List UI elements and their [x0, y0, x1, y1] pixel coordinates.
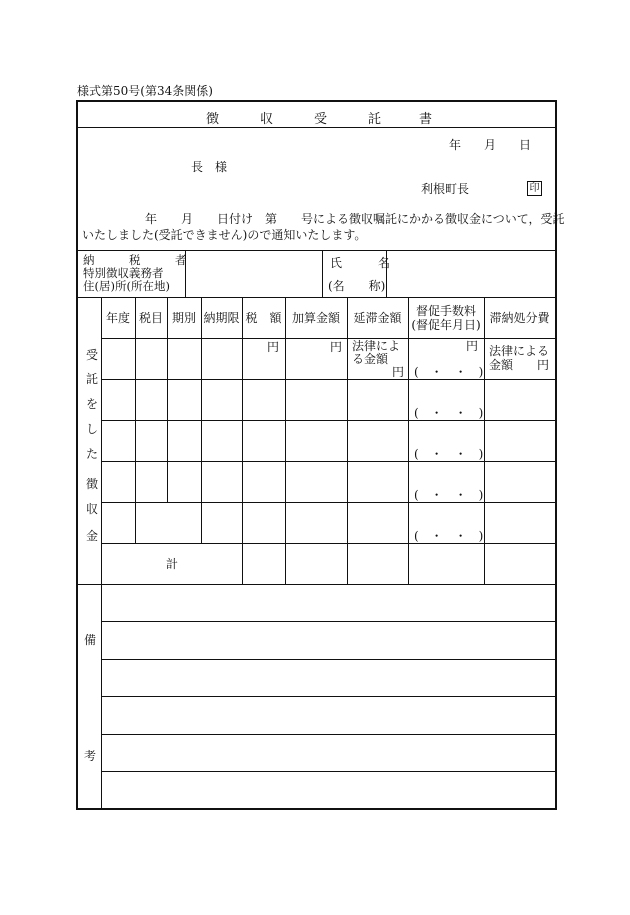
divider — [408, 297, 409, 584]
fee-date-row3: ( ・ ・ ) — [414, 447, 484, 461]
delinquency-note-line2: る金額 — [352, 352, 389, 366]
divider — [101, 502, 555, 503]
addressee: 長 様 — [191, 160, 228, 174]
sender-name: 利根町長 — [421, 182, 470, 196]
column-header-period: 期別 — [171, 311, 196, 325]
title-char: 収 — [260, 112, 274, 127]
body-text-line1: 年 月 日付け 第 号による徴収嘱託にかかる徴収金について，受託 — [145, 212, 565, 226]
divider — [484, 297, 485, 584]
divider — [101, 338, 555, 339]
divider — [101, 379, 555, 380]
divider — [167, 297, 168, 502]
column-header-tax-amount: 税 額 — [245, 311, 282, 325]
side-label-char: た — [86, 447, 99, 461]
disposition-note-line2: 金額 円 — [489, 358, 550, 372]
column-header-fee-line2: (督促年月日) — [411, 318, 481, 332]
column-header-tax-item: 税目 — [138, 311, 163, 325]
divider — [347, 297, 348, 584]
fee-date-row1: ( ・ ・ ) — [414, 365, 484, 379]
fee-date-row5: ( ・ ・ ) — [414, 529, 484, 543]
divider — [101, 734, 555, 735]
title-char: 託 — [368, 112, 382, 127]
title-char: 徴 — [206, 112, 220, 127]
column-header-surcharge: 加算金額 — [291, 311, 340, 325]
surcharge-unit: 円 — [330, 340, 343, 354]
divider — [78, 584, 555, 585]
name-label-line2: (名 称) — [328, 279, 386, 293]
divider — [285, 297, 286, 584]
side-label-char: し — [86, 422, 99, 436]
column-header-year: 年度 — [105, 311, 130, 325]
taxpayer-label-line2: 特別徴収義務者 — [83, 266, 164, 280]
date-year-label: 年 — [449, 138, 462, 152]
seal-mark: 印 — [527, 181, 542, 196]
divider — [78, 250, 555, 251]
title-char: 書 — [419, 112, 433, 127]
divider — [242, 297, 243, 584]
side-label-char: を — [86, 397, 99, 411]
fee-date-row2: ( ・ ・ ) — [414, 406, 484, 420]
title-char: 受 — [314, 112, 328, 127]
disposition-note-line1: 法律による — [489, 344, 550, 358]
total-label: 計 — [166, 557, 179, 571]
body-text-line2: いたしました(受託できません)ので通知いたします。 — [82, 228, 367, 242]
column-header-due-date: 納期限 — [203, 311, 240, 325]
divider — [101, 659, 555, 660]
delinquency-unit: 円 — [392, 365, 405, 379]
date-month-label: 月 — [484, 138, 497, 152]
form-caption: 様式第50号(第34条関係) — [77, 84, 213, 98]
tax-amount-unit: 円 — [267, 340, 280, 354]
taxpayer-label-line3: 住(居)所(所在地) — [83, 279, 170, 293]
divider — [185, 250, 186, 297]
divider — [101, 461, 555, 462]
divider — [101, 543, 555, 544]
divider — [101, 696, 555, 697]
divider — [101, 621, 555, 622]
side-label-char: 金 — [86, 529, 99, 543]
column-header-fee-line1: 督促手数料 — [415, 304, 476, 318]
column-header-disposition-cost: 滞納処分費 — [489, 311, 550, 325]
remarks-label-top: 備 — [84, 633, 97, 647]
column-header-delinquency: 延滞金額 — [353, 311, 402, 325]
taxpayer-label-line1: 納 税 者 — [83, 253, 187, 267]
side-label-char: 収 — [86, 502, 99, 516]
divider — [101, 771, 555, 772]
divider — [322, 250, 323, 297]
divider — [101, 420, 555, 421]
fee-date-row4: ( ・ ・ ) — [414, 488, 484, 502]
side-label-char: 受 — [86, 348, 99, 362]
remarks-label-bottom: 考 — [84, 749, 97, 763]
name-label-line1: 氏 名 — [330, 256, 391, 270]
divider — [101, 297, 102, 808]
divider — [78, 127, 555, 128]
collection-acceptance-form — [76, 100, 565, 810]
side-label-char: 託 — [86, 372, 99, 386]
fee-unit: 円 — [466, 339, 479, 353]
side-label-char: 徴 — [86, 477, 99, 491]
date-day-label: 日 — [519, 138, 532, 152]
delinquency-note-line1: 法律によ — [352, 339, 401, 353]
